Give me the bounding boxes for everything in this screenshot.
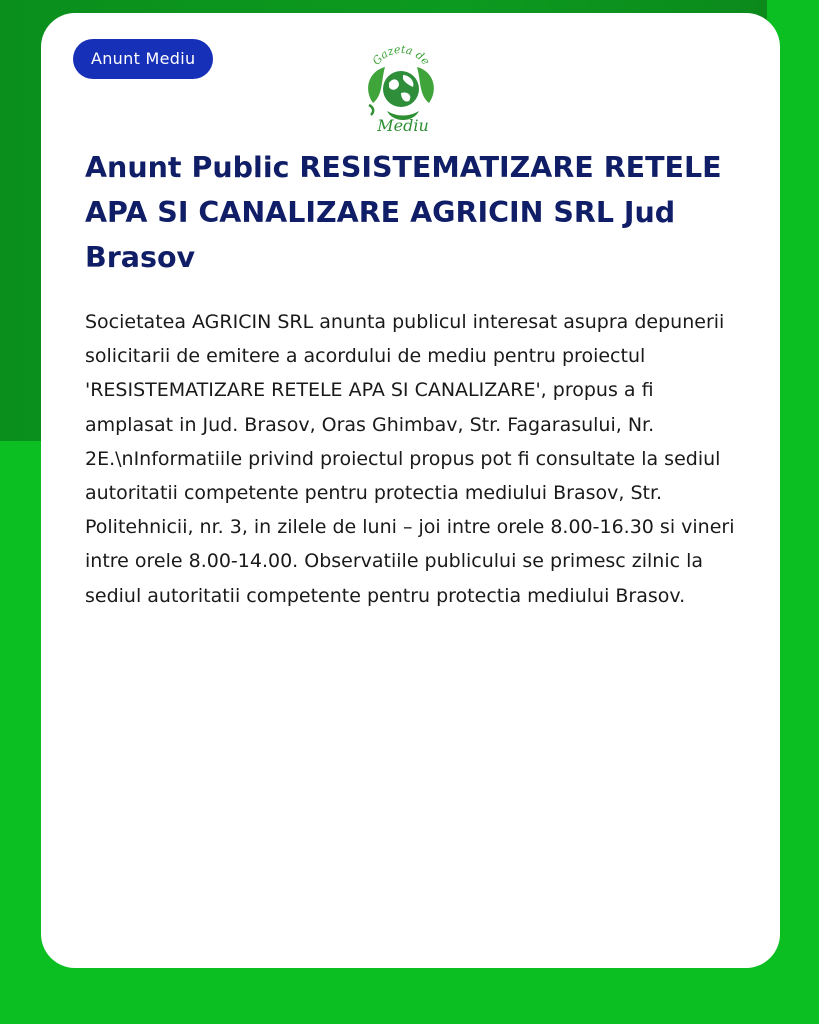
logo-globe-icon [359, 41, 443, 135]
gazeta-de-mediu-logo [359, 41, 443, 135]
svg-text:Gazeta de: Gazeta de [369, 42, 433, 68]
svg-text:Mediu: Mediu [377, 116, 429, 135]
article-body: Societatea AGRICIN SRL anunta publicul interesat asupra depunerii solicitarii de emitere a acordului de mediu pentru proiectul 'RESISTEMATIZARE RETELE APA SI CANALIZARE', propus a fi amplasat in Jud. Brasov, Oras Ghimbav, Str. Fagarasului, Nr. 2E.\nInformatiile privind proiectul propus pot fi consultate la sediul autoritatii competente pentru protectia mediului Brasov, Str. Politehnicii, nr. 3, in zilele de luni – joi intre orele 8.00-16.30 si vineri intre orele 8.00-14.00. Observatiile publicului se primesc zilnic la sediul autoritatii competente pentru protectia mediului Brasov. [85, 311, 735, 607]
category-badge[interactable]: Anunt Mediu [73, 39, 213, 79]
announcement-card [41, 13, 780, 968]
article-title: Anunt Public RESISTEMATIZARE RETELE APA SI CANALIZARE AGRICIN SRL Jud Brasov [85, 151, 722, 274]
